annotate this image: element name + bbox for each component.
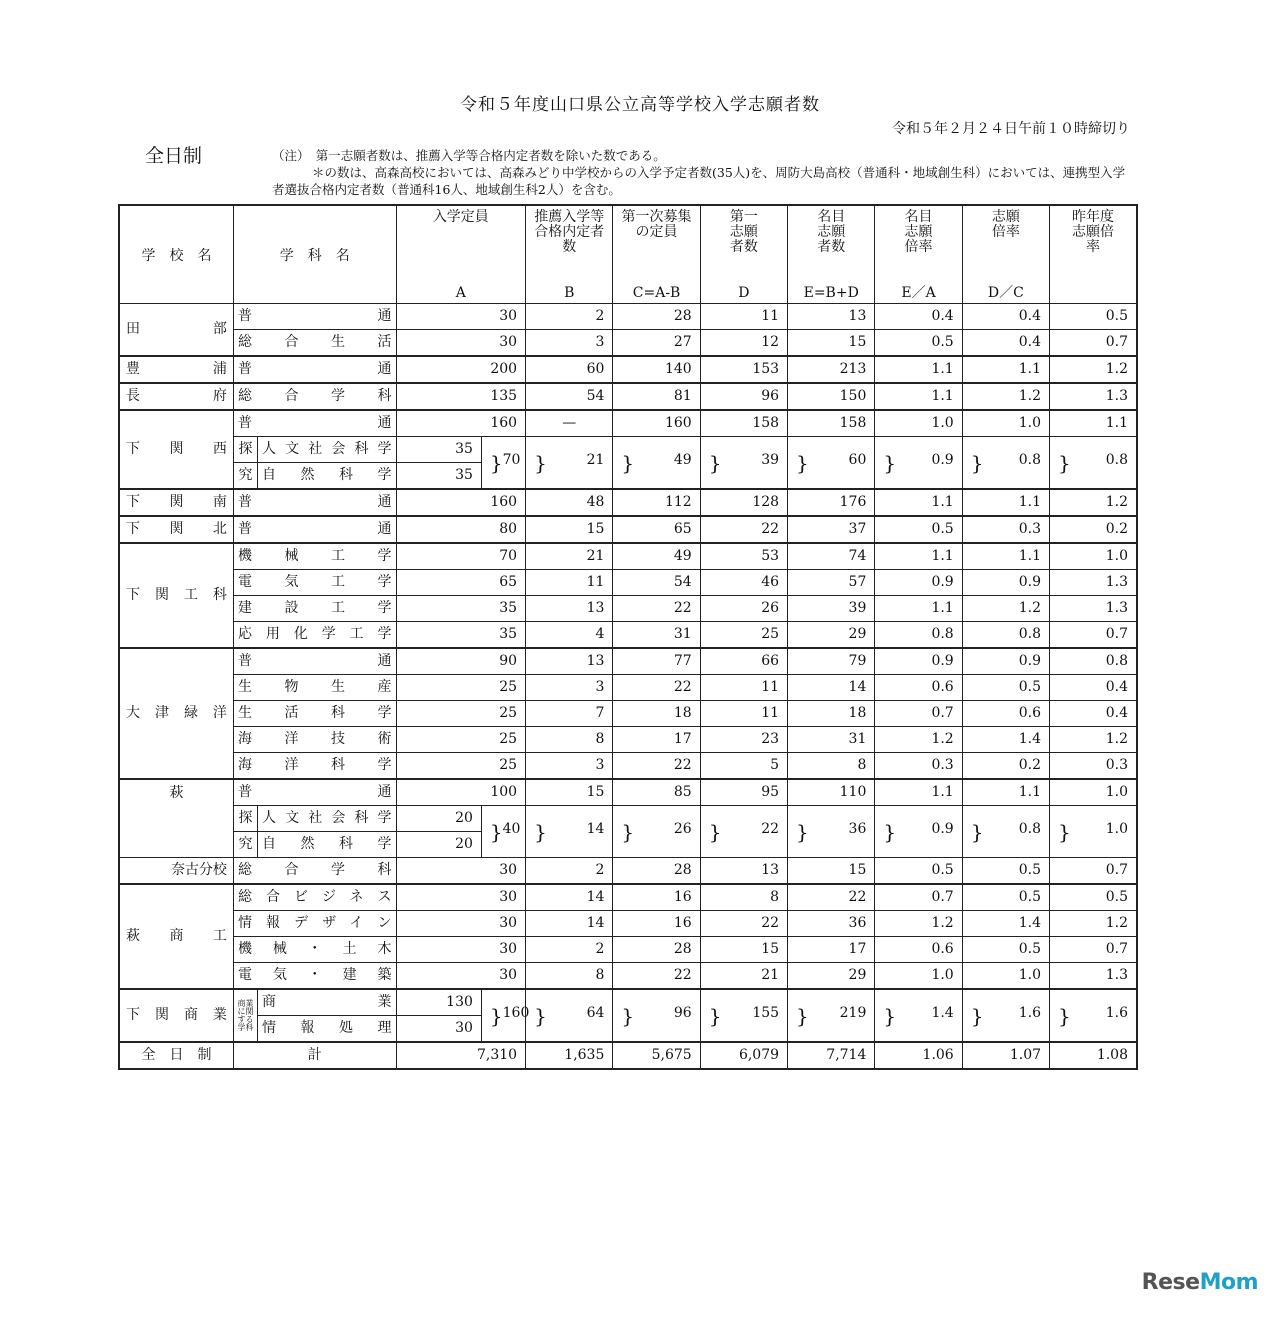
header-nominal: 名目志願者数 E=B+D (788, 205, 875, 304)
header-first-quota: 第一次募集の定員 C=A-B (613, 205, 700, 304)
table-row: 究 自然科学 35 (119, 463, 1137, 490)
table-row: 大津緑洋 普通 90 13 77 66 79 0.9 0.9 0.8 (119, 648, 1137, 675)
header-last-year: 昨年度志願倍率 (1050, 205, 1137, 304)
table-row: 海洋技術 25 8 17 23 31 1.2 1.4 1.2 (119, 727, 1137, 753)
deadline-text: 令和５年２月２４日午前１０時締切り (892, 121, 1130, 137)
table-row: 電気工学 65 11 54 46 57 0.9 0.9 1.3 (119, 570, 1137, 596)
dept-name: 普通 (233, 304, 396, 330)
table-row: 長府 総合学科 135 54 81 96 150 1.1 1.2 1.3 (119, 383, 1137, 410)
table-row: 生物生産 25 3 22 11 14 0.6 0.5 0.4 (119, 675, 1137, 701)
note-1: （注） 第一志願者数は、推薦入学等合格内定者数を除いた数である。 (272, 148, 666, 163)
table-row: 奈古分校 総合学科 30 2 28 13 15 0.5 0.5 0.7 (119, 858, 1137, 885)
table-row: 萩商工 総合ビジネス 30 14 16 8 22 0.7 0.5 0.5 (119, 884, 1137, 911)
table-row: 萩 普通 100 15 85 95 110 1.1 1.1 1.0 (119, 779, 1137, 806)
table-row: 情報デザイン 30 14 16 22 36 1.2 1.4 1.2 (119, 911, 1137, 937)
header-capacity: 入学定員 A (396, 205, 526, 304)
section-label: 全日制 (145, 145, 203, 167)
resemom-logo: ReseMom (1141, 1270, 1258, 1295)
header-ratio: 志願倍率 D／C (962, 205, 1049, 304)
table-row: 生活科学 25 7 18 11 18 0.7 0.6 0.4 (119, 701, 1137, 727)
table-row: 応用化学工学 35 4 31 25 29 0.8 0.8 0.7 (119, 622, 1137, 649)
applicants-table (118, 204, 1138, 1070)
table-row: 下関南 普通 160 48 112 128 176 1.1 1.1 1.2 (119, 489, 1137, 516)
table-row: 機械・土木 30 2 28 15 17 0.6 0.5 0.7 (119, 937, 1137, 963)
table-row: 田部 普通 30 2 28 11 13 0.4 0.4 0.5 (119, 304, 1137, 330)
table-row: 下関工科 機械工学 70 21 49 53 74 1.1 1.1 1.0 (119, 543, 1137, 570)
table-row: 探 人文社会科学 20 } 40 } 14 } 26 } 22 } 36 } 0.9 } 0.8 } 1.0 (119, 806, 1137, 832)
table-row: 下関商業 商業に関する学科 商業 130 } 160 } 64 } 96 } 155 } 219 } 1.4 } 1.6 } 1.6 (119, 989, 1137, 1016)
total-row: 全 日 制 計 7,310 1,635 5,675 6,079 7,714 1.06 1.07 1.08 (119, 1042, 1137, 1069)
header-dept: 学 科 名 (233, 205, 396, 304)
header-first-choice: 第一志願者数 D (700, 205, 787, 304)
table-row: 海洋科学 25 3 22 5 8 0.3 0.2 0.3 (119, 753, 1137, 780)
table-row: 豊浦 普通 200 60 140 153 213 1.1 1.1 1.2 (119, 356, 1137, 383)
table-row: 下関北 普通 80 15 65 22 37 0.5 0.3 0.2 (119, 516, 1137, 543)
school-name: 田部 (119, 304, 233, 357)
page-title: 令和５年度山口県公立高等学校入学志願者数 (460, 95, 820, 115)
table-row: 建設工学 35 13 22 26 39 1.1 1.2 1.3 (119, 596, 1137, 622)
table-row: 探 人文社会科学 35 } 70 } 21 } 49 } 39 } 60 } 0.9 } 0.8 } 0.8 (119, 437, 1137, 463)
table-row: 電気・建築 30 8 22 21 29 1.0 1.0 1.3 (119, 963, 1137, 990)
table-row: 情報処理 30 (119, 1016, 1137, 1043)
header-recommended: 推薦入学等合格内定者数 B (526, 205, 613, 304)
note-2: ＊の数は、高森高校においては、高森みどり中学校からの入学予定者数(35人)を、周防大島高校（普通科・地域創生科）においては、連携型入学者選抜合格内定者数（普通科16人、地域創生科2人）を含む。 (272, 165, 1126, 197)
header-nominal-ratio: 名目志願倍率 E／A (875, 205, 962, 304)
table-row: 総合生活 30 3 27 12 15 0.5 0.4 0.7 (119, 330, 1137, 357)
header-school: 学 校 名 (119, 205, 233, 304)
table-row: 究 自然科学 20 (119, 832, 1137, 858)
table-row: 下関西 普通 160 — 160 158 158 1.0 1.0 1.1 (119, 410, 1137, 437)
